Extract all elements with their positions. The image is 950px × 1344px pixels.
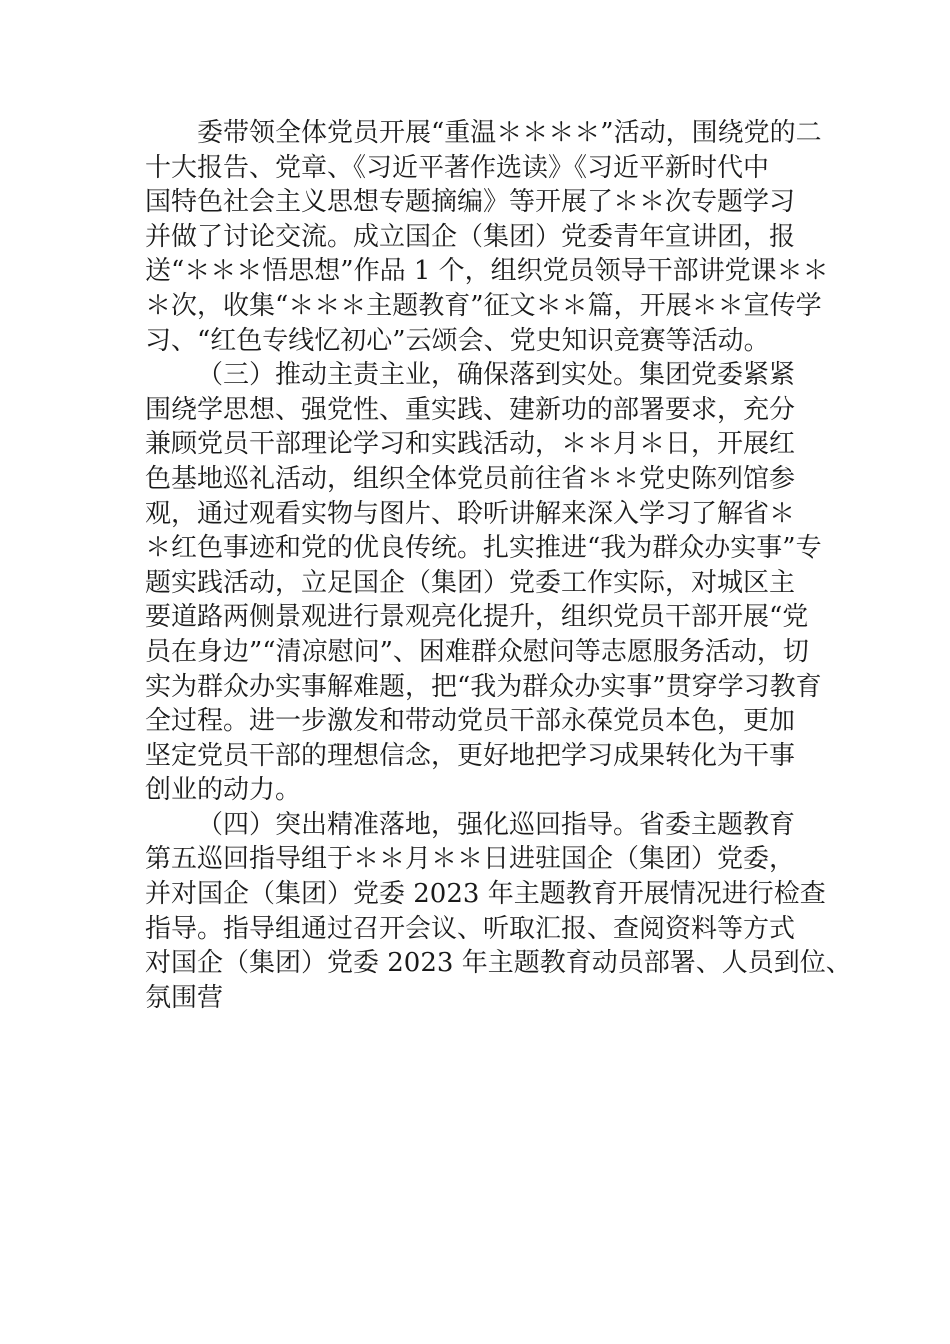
text-line: 氛围营	[145, 982, 224, 1013]
text-line: ＊红色事迹和党的优良传统。扎实推进“我为群众办实事”专	[145, 533, 822, 564]
text-line: 题实践活动，立足国企（集团）党委工作实际，对城区主	[145, 567, 796, 598]
text-line: 员在身边”“清凉慰问”、困难群众慰问等志愿服务活动，切	[145, 636, 809, 667]
paragraph-first-line: 委带领全体党员开展“重温＊＊＊＊”活动，围绕党的二	[197, 118, 822, 148]
text-line: 习、“红色专线忆初心”云颂会、党史知识竞赛等活动。	[145, 325, 770, 356]
text-line: 观，通过观看实物与图片、聆听讲解来深入学习了解省＊	[145, 498, 796, 529]
text-line: 兼顾党员干部理论学习和实践活动，＊＊月＊日，开展红	[145, 429, 796, 460]
text-line: 并对国企（集团）党委 2023 年主题教育开展情况进行检查	[145, 879, 826, 910]
text-line: 第五巡回指导组于＊＊月＊＊日进驻国企（集团）党委，	[145, 844, 796, 875]
text-line: 色基地巡礼活动，组织全体党员前往省＊＊党史陈列馆参	[145, 463, 796, 494]
text-line: 实为群众办实事解难题，把“我为群众办实事”贯穿学习教育	[145, 671, 822, 702]
paragraph-first-line: （三）推动主责主业，确保落到实处。集团党委紧紧	[197, 360, 796, 391]
text-line: 送“＊＊＊悟思想”作品 1 个，组织党员领导干部讲党课＊＊	[145, 256, 829, 287]
text-line: 创业的动力。	[145, 775, 302, 806]
text-line: ＊次，收集“＊＊＊主题教育”征文＊＊篇，开展＊＊宣传学	[145, 290, 822, 321]
text-line: 指导。指导组通过召开会议、听取汇报、查阅资料等方式	[145, 913, 796, 944]
text-line: 全过程。进一步激发和带动党员干部永葆党员本色，更加	[145, 706, 796, 737]
text-line: 对国企（集团）党委 2023 年主题教育动员部署、人员到位、	[145, 948, 852, 979]
text-line: 十大报告、党章、《习近平著作选读》《习近平新时代中	[145, 152, 770, 183]
paragraph-first-line: （四）突出精准落地，强化巡回指导。省委主题教育	[197, 809, 796, 840]
text-line: 国特色社会主义思想专题摘编》等开展了＊＊次专题学习	[145, 187, 796, 218]
text-line: 要道路两侧景观进行景观亮化提升，组织党员干部开展“党	[145, 602, 809, 633]
text-line: 坚定党员干部的理想信念，更好地把学习成果转化为干事	[145, 740, 796, 771]
body-text	[145, 116, 852, 1015]
text-line: 围绕学思想、强党性、重实践、建新功的部署要求，充分	[145, 394, 796, 425]
text-line: 并做了讨论交流。成立国企（集团）党委青年宣讲团，报	[145, 221, 796, 252]
